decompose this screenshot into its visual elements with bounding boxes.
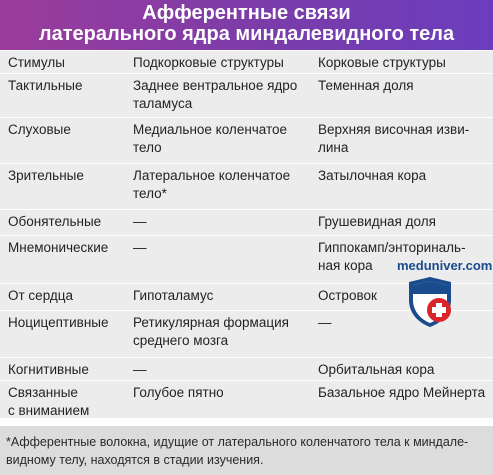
footnote-line-1: *Афферентные волокна, идущие от латерального коленчатого тела к миндале-: [6, 435, 469, 449]
cell-text-line: —: [133, 362, 147, 377]
cell-text-line: с вниманием: [8, 403, 90, 418]
cell-text-line: —: [133, 240, 147, 255]
footnote: [0, 426, 493, 475]
table-cell-stimulus: [8, 167, 128, 185]
table-cell-cortical: [318, 77, 490, 95]
cell-text-line: Когнитивные: [8, 362, 89, 377]
cell-text-line: Обонятельные: [8, 214, 102, 229]
cell-text-line: Верхняя височная изви-: [318, 122, 470, 137]
table-cell-subcortical: [133, 239, 311, 257]
cell-text-line: Гиппокамп/энториналь-: [318, 240, 466, 255]
cell-text-line: лина: [318, 140, 349, 155]
cell-text-line: Грушевидная доля: [318, 214, 436, 229]
cell-text-line: —: [318, 315, 332, 330]
table-cell-cortical: [318, 54, 490, 72]
table-cell-subcortical: [133, 314, 311, 350]
cell-text-line: Связанные: [8, 385, 78, 400]
table-cell-subcortical: [133, 77, 311, 113]
table-cell-subcortical: [133, 54, 311, 72]
table-cell-stimulus: [8, 384, 128, 420]
cell-text-line: Островок: [318, 288, 377, 303]
table-row: [0, 210, 493, 236]
table-cell-cortical: [318, 121, 490, 157]
table-row: [0, 358, 493, 381]
table-title: [0, 0, 493, 50]
table-row: [0, 118, 493, 164]
table-cell-stimulus: [8, 314, 128, 332]
cell-text-line: Слуховые: [8, 122, 71, 137]
cell-text-line: От сердца: [8, 288, 74, 303]
table-cell-subcortical: [133, 361, 311, 379]
footnote-line-2: видному телу, находятся в стадии изучения.: [6, 453, 264, 467]
table-cell-cortical: [318, 213, 490, 231]
cell-text-line: Подкорковые структуры: [133, 55, 284, 70]
table-cell-cortical: [318, 384, 490, 402]
medical-shield-icon: [405, 276, 455, 328]
table-header-row: [0, 51, 493, 74]
cell-text-line: Затылочная кора: [318, 168, 427, 183]
afferent-connections-table: [0, 51, 493, 419]
table-row: [0, 381, 493, 419]
cell-text-line: Голубое пятно: [133, 385, 224, 400]
cell-text-line: тело: [133, 140, 162, 155]
cell-text-line: —: [133, 214, 147, 229]
cell-text-line: Тактильные: [8, 78, 83, 93]
table-cell-cortical: [318, 167, 490, 185]
table-row: [0, 164, 493, 210]
table-cell-stimulus: [8, 121, 128, 139]
title-line-2: латерального ядра миндалевидного тела: [38, 23, 455, 45]
cell-text-line: тело*: [133, 186, 167, 201]
table-cell-stimulus: [8, 77, 128, 95]
table-cell-stimulus: [8, 361, 128, 379]
table-cell-subcortical: [133, 167, 311, 203]
cell-text-line: среднего мозга: [133, 333, 229, 348]
cell-text-line: Медиальное коленчатое: [133, 122, 288, 137]
table-cell-stimulus: [8, 239, 128, 257]
table-row: [0, 74, 493, 118]
table-cell-cortical: [318, 361, 490, 379]
cell-text-line: Гипоталамус: [133, 288, 214, 303]
cell-text-line: Орбитальная кора: [318, 362, 435, 377]
cell-text-line: Базальное ядро Мейнерта: [318, 385, 486, 400]
table-cell-subcortical: [133, 213, 311, 231]
table-cell-stimulus: [8, 54, 128, 72]
cell-text-line: Теменная доля: [318, 78, 414, 93]
cell-text-line: Стимулы: [8, 55, 65, 70]
cell-text-line: Латеральное коленчатое: [133, 168, 291, 183]
table-cell-subcortical: [133, 384, 311, 402]
table-cell-subcortical: [133, 287, 311, 305]
cell-text-line: Мнемонические: [8, 240, 109, 255]
table-cell-subcortical: [133, 121, 311, 157]
table-cell-stimulus: [8, 213, 128, 231]
cell-text-line: Зрительные: [8, 168, 84, 183]
cell-text-line: Ретикулярная формация: [133, 315, 289, 330]
cell-text-line: Заднее вентральное ядро: [133, 78, 298, 93]
cell-text-line: таламуса: [133, 96, 193, 111]
meduniver-watermark: [397, 258, 493, 338]
cell-text-line: ная кора: [318, 258, 373, 273]
table-cell-stimulus: [8, 287, 128, 305]
cell-text-line: Корковые структуры: [318, 55, 446, 70]
watermark-text: meduniver.com: [397, 258, 493, 273]
cell-text-line: Ноцицептивные: [8, 315, 109, 330]
title-line-1: Афферентные связи: [142, 2, 351, 24]
